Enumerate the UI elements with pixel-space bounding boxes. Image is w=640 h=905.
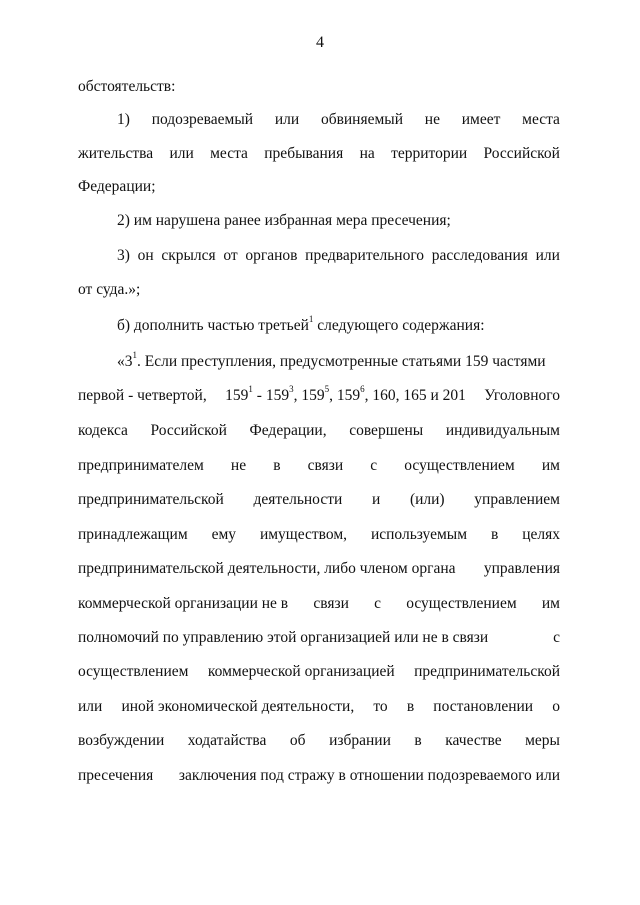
text-line-6 — [117, 245, 560, 267]
text-segment: иной экономической деятельности, — [121, 698, 355, 715]
word: места — [522, 111, 560, 128]
word: в — [490, 526, 499, 543]
word: или — [169, 145, 194, 162]
text-line-13 — [78, 489, 560, 511]
word: не — [230, 457, 247, 474]
text-line-10 — [78, 385, 560, 407]
word: 3) — [117, 247, 130, 264]
word: и — [371, 491, 381, 508]
text-segment: обстоятельств: — [78, 78, 176, 95]
superscript: 3 — [289, 383, 294, 394]
word: имуществом, — [259, 526, 348, 543]
word: управления — [483, 560, 560, 577]
text-line-12 — [78, 455, 560, 477]
text-line-1 — [78, 76, 560, 98]
word: Федерации, — [249, 422, 327, 439]
word: скрылся — [161, 247, 216, 264]
word: постановлении — [433, 698, 534, 715]
text-line-19 — [78, 696, 560, 718]
text-line-5 — [117, 210, 560, 232]
word: Российской — [483, 145, 560, 162]
text-segment: коммерческой организацией — [207, 663, 395, 680]
text-line-14 — [78, 524, 560, 546]
word: кодекса — [78, 422, 128, 439]
superscript: 1 — [308, 313, 314, 324]
word: осуществлением — [406, 595, 517, 612]
word: жительства — [78, 145, 154, 162]
word: не — [424, 111, 440, 128]
word: пресечения — [78, 767, 154, 784]
word: он — [137, 247, 154, 264]
word: предпринимательской — [414, 663, 560, 680]
text-segment: заключения под стражу в отношении подозреваемого или — [178, 767, 560, 784]
word: совершены — [349, 422, 424, 439]
word: на — [359, 145, 375, 162]
text-line-20 — [78, 730, 560, 752]
text-line-4 — [78, 176, 560, 198]
text-segment: Федерации; — [78, 178, 156, 195]
word: с — [374, 595, 381, 612]
word: Уголовного — [484, 387, 560, 404]
text-line-16 — [78, 593, 560, 615]
word: в — [406, 698, 415, 715]
page-number: 4 — [316, 34, 324, 51]
superscript: 1 — [132, 349, 137, 360]
word: или — [535, 247, 560, 264]
word: места — [210, 145, 248, 162]
word: связи — [307, 457, 344, 474]
word: в — [273, 457, 281, 474]
word: предпринимательской — [78, 491, 224, 508]
text-line-17 — [78, 627, 560, 649]
word: органов — [245, 247, 298, 264]
text-line-15 — [78, 558, 560, 580]
word: или — [274, 111, 300, 128]
word: предварительного — [305, 247, 425, 264]
word: подозреваемый — [151, 111, 254, 128]
word: ходатайства — [187, 732, 267, 749]
text-segment: первой - четвертой, — [78, 387, 207, 404]
text-segment: . Если преступления, предусмотренные статьями 159 частями — [137, 353, 546, 370]
superscript: 5 — [324, 383, 330, 394]
word: принадлежащим — [78, 526, 188, 543]
text-segment: б) дополнить частью третьей — [117, 317, 309, 334]
word: деятельности — [253, 491, 343, 508]
text-segment: 2) им нарушена ранее избранная мера пресечения; — [117, 212, 451, 229]
superscript: 1 — [248, 383, 253, 394]
word: имеет — [461, 111, 501, 128]
word: меры — [525, 732, 560, 749]
superscript: 6 — [360, 383, 365, 394]
text-segment: предпринимательской деятельности, либо членом органа — [78, 560, 456, 577]
word: от — [223, 247, 238, 264]
text-line-11 — [78, 420, 560, 442]
text-segment: $159^1 - 159^3$, $159^5$, $159^6$, 160, 165 и 201 — [225, 383, 466, 404]
word: используемым — [370, 526, 468, 543]
word: целях — [522, 526, 560, 543]
word: об — [289, 732, 306, 749]
word: территории — [391, 145, 468, 162]
word: управлением — [474, 491, 560, 508]
text-segment: от суда.»; — [78, 281, 141, 298]
word: расследования — [431, 247, 528, 264]
word: о — [552, 698, 560, 715]
word: избрании — [329, 732, 391, 749]
word: с — [370, 457, 378, 474]
word: обвиняемый — [320, 111, 404, 128]
word: ему — [211, 526, 237, 543]
word: или — [78, 698, 103, 715]
word: осуществлением — [78, 663, 189, 680]
text-line-8 — [117, 315, 560, 337]
text-line-21 — [78, 765, 560, 787]
text-line-18 — [78, 661, 560, 683]
text-segment: следующего содержания: — [313, 317, 485, 334]
word: им — [541, 595, 560, 612]
word: то — [373, 698, 388, 715]
text-line-7 — [78, 279, 560, 301]
word: Российской — [150, 422, 227, 439]
word: с — [553, 629, 560, 646]
text-line-2 — [117, 109, 560, 131]
word: пребывания — [264, 145, 344, 162]
word: предпринимателем — [78, 457, 204, 474]
text-segment: «3 — [117, 353, 133, 370]
word: (или) — [409, 491, 445, 508]
text-segment: коммерческой организации не в — [78, 595, 289, 612]
word: возбуждении — [78, 732, 165, 749]
word: индивидуальным — [445, 422, 560, 439]
word: 1) — [117, 111, 130, 128]
text-line-9 — [117, 351, 560, 373]
word: в — [414, 732, 422, 749]
word: качестве — [445, 732, 502, 749]
word: им — [541, 457, 560, 474]
word: связи — [313, 595, 349, 612]
text-line-3 — [78, 143, 560, 165]
text-segment: полномочий по управлению этой организацией или не в связи — [78, 629, 489, 646]
word: осуществлением — [404, 457, 515, 474]
